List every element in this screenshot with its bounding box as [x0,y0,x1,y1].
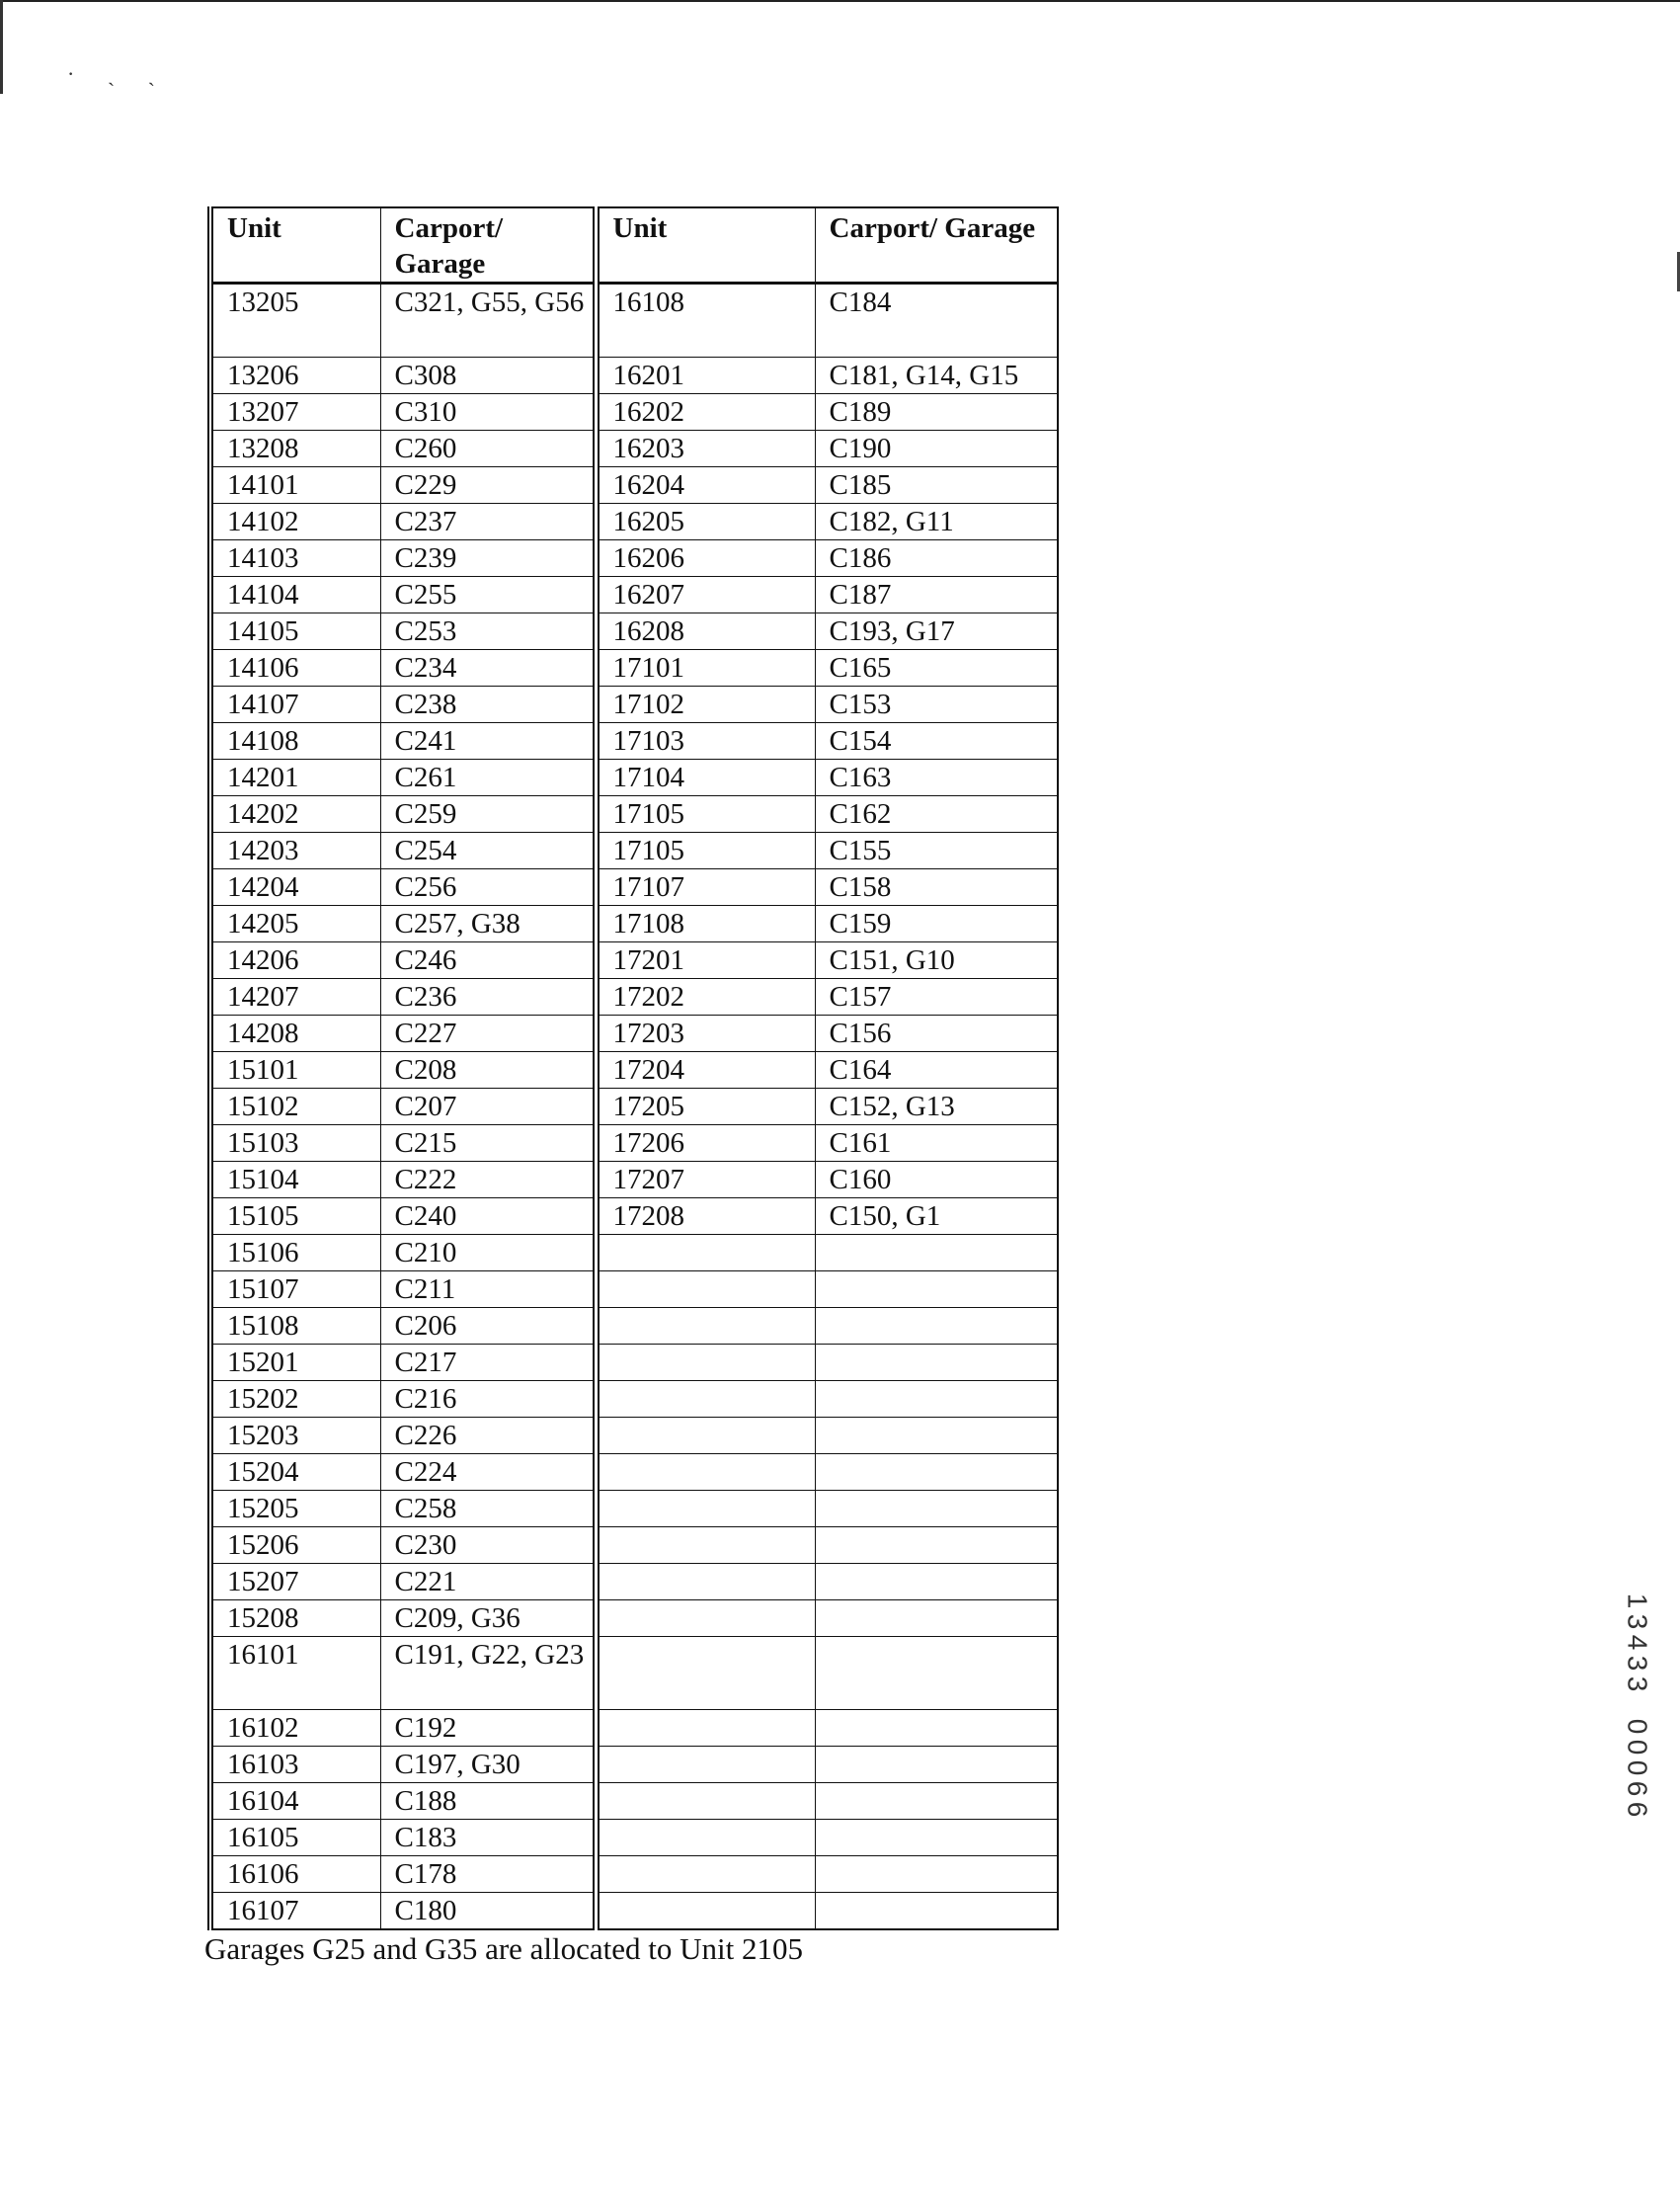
table-row [210,1235,1058,1271]
stamp-digit: 1 [1622,1593,1653,1609]
carport-garage-cell: C310 [380,394,596,431]
stamp-digit: 0 [1622,1718,1653,1735]
carport-garage-cell: C261 [380,760,596,796]
unit-cell: 15204 [210,1454,380,1491]
unit-cell: 17108 [596,906,815,942]
unit-cell: 16202 [596,394,815,431]
table-row [210,1856,1058,1893]
unit-cell [596,1564,815,1600]
unit-cell: 14205 [210,906,380,942]
table-row [210,613,1058,650]
carport-garage-cell: C152, G13 [815,1089,1058,1125]
carport-garage-cell [815,1783,1058,1820]
unit-cell [596,1783,815,1820]
unit-cell: 17208 [596,1198,815,1235]
carport-garage-cell [815,1527,1058,1564]
carport-garage-cell: C164 [815,1052,1058,1089]
stamp-digit: 3 [1622,1655,1653,1672]
table-row [210,942,1058,979]
carport-garage-cell: C209, G36 [380,1600,596,1637]
carport-garage-cell: C239 [380,540,596,577]
unit-cell: 16105 [210,1820,380,1856]
carport-garage-cell: C162 [815,796,1058,833]
unit-cell: 14106 [210,650,380,687]
table-row [210,1710,1058,1747]
carport-garage-cell: C260 [380,431,596,467]
carport-garage-cell [815,1491,1058,1527]
carport-garage-cell [815,1418,1058,1454]
unit-cell: 16206 [596,540,815,577]
unit-cell: 15104 [210,1162,380,1198]
table-row [210,358,1058,394]
unit-cell: 16208 [596,613,815,650]
carport-garage-cell [815,1564,1058,1600]
unit-cell: 14206 [210,942,380,979]
unit-cell: 14105 [210,613,380,650]
carport-garage-cell: C180 [380,1893,596,1930]
table-row [210,906,1058,942]
carport-garage-cell: C165 [815,650,1058,687]
carport-garage-cell: C230 [380,1527,596,1564]
unit-cell [596,1381,815,1418]
header-unit-left: Unit [210,207,380,284]
unit-cell: 17102 [596,687,815,723]
unit-cell [596,1235,815,1271]
unit-cell: 16107 [210,1893,380,1930]
carport-garage-cell: C187 [815,577,1058,613]
carport-garage-cell: C258 [380,1491,596,1527]
carport-garage-cell: C154 [815,723,1058,760]
carport-garage-cell: C229 [380,467,596,504]
carport-garage-cell: C190 [815,431,1058,467]
carport-garage-cell [815,1308,1058,1345]
unit-cell: 15101 [210,1052,380,1089]
unit-cell [596,1418,815,1454]
unit-cell: 17105 [596,833,815,869]
carport-garage-cell: C234 [380,650,596,687]
table-row [210,1125,1058,1162]
unit-cell: 14103 [210,540,380,577]
stamp-digit: 4 [1622,1634,1653,1651]
unit-cell: 17205 [596,1089,815,1125]
carport-garage-cell [815,1820,1058,1856]
unit-cell: 17107 [596,869,815,906]
unit-cell: 16204 [596,467,815,504]
scan-top-border [0,0,1680,2]
table-row [210,284,1058,358]
table-row [210,394,1058,431]
header-carport-garage-left: Carport/ Garage [380,207,596,284]
carport-garage-cell: C192 [380,1710,596,1747]
carport-garage-cell: C189 [815,394,1058,431]
table-row [210,540,1058,577]
carport-garage-cell: C216 [380,1381,596,1418]
carport-garage-cell: C259 [380,796,596,833]
carport-garage-cell: C257, G38 [380,906,596,942]
unit-cell: 13206 [210,358,380,394]
unit-cell: 14201 [210,760,380,796]
table-row [210,1345,1058,1381]
carport-garage-cell: C236 [380,979,596,1016]
table-row [210,760,1058,796]
table-row [210,1016,1058,1052]
carport-garage-cell: C238 [380,687,596,723]
unit-cell: 15207 [210,1564,380,1600]
unit-cell: 14108 [210,723,380,760]
carport-garage-cell [815,1271,1058,1308]
carport-garage-cell: C206 [380,1308,596,1345]
carport-garage-cell [815,1600,1058,1637]
unit-cell [596,1345,815,1381]
carport-garage-cell: C185 [815,467,1058,504]
table-row [210,1454,1058,1491]
carport-garage-cell: C211 [380,1271,596,1308]
allocation-footnote: Garages G25 and G35 are allocated to Unit 2105 [204,1931,804,1966]
table-row [210,577,1058,613]
unit-cell: 15202 [210,1381,380,1418]
table-row [210,1271,1058,1308]
carport-garage-cell: C178 [380,1856,596,1893]
unit-cell: 14203 [210,833,380,869]
carport-garage-cell [815,1710,1058,1747]
unit-cell [596,1893,815,1930]
carport-garage-cell: C207 [380,1089,596,1125]
unit-cell: 14104 [210,577,380,613]
unit-cell: 13208 [210,431,380,467]
carport-garage-cell [815,1747,1058,1783]
carport-garage-cell: C188 [380,1783,596,1820]
unit-cell: 16101 [210,1637,380,1710]
stamp-digit: 3 [1622,1675,1653,1692]
unit-cell [596,1820,815,1856]
carport-garage-cell: C186 [815,540,1058,577]
unit-cell: 17202 [596,979,815,1016]
scan-left-mark [0,0,3,94]
carport-garage-cell: C183 [380,1820,596,1856]
unit-cell [596,1637,815,1710]
carport-garage-cell: C217 [380,1345,596,1381]
unit-cell: 13207 [210,394,380,431]
unit-cell: 15205 [210,1491,380,1527]
unit-cell [596,1747,815,1783]
unit-cell: 15208 [210,1600,380,1637]
carport-garage-cell: C193, G17 [815,613,1058,650]
unit-cell: 16104 [210,1783,380,1820]
unit-cell: 15206 [210,1527,380,1564]
unit-cell: 14101 [210,467,380,504]
table-row [210,1089,1058,1125]
unit-cell: 15105 [210,1198,380,1235]
unit-cell: 17103 [596,723,815,760]
table-row [210,1527,1058,1564]
carport-garage-cell [815,1235,1058,1271]
unit-cell: 17206 [596,1125,815,1162]
carport-garage-cell: C155 [815,833,1058,869]
unit-cell [596,1600,815,1637]
carport-garage-cell: C253 [380,613,596,650]
carport-garage-cell: C256 [380,869,596,906]
table-row [210,504,1058,540]
carport-garage-cell: C163 [815,760,1058,796]
carport-garage-cell: C157 [815,979,1058,1016]
carport-garage-cell: C221 [380,1564,596,1600]
table-row [210,431,1058,467]
carport-garage-cell: C224 [380,1454,596,1491]
table-row [210,1893,1058,1930]
unit-cell [596,1454,815,1491]
carport-garage-cell: C182, G11 [815,504,1058,540]
carport-garage-cell: C246 [380,942,596,979]
table-row [210,1052,1058,1089]
unit-cell: 16207 [596,577,815,613]
table-row [210,1491,1058,1527]
header-carport-garage-right: Carport/ Garage [815,207,1058,284]
stamp-digit: 6 [1622,1801,1653,1818]
unit-cell: 15108 [210,1308,380,1345]
unit-cell: 14102 [210,504,380,540]
unit-cell: 17204 [596,1052,815,1089]
carport-garage-cell: C321, G55, G56 [380,284,596,358]
carport-garage-cell: C255 [380,577,596,613]
unit-cell: 15102 [210,1089,380,1125]
unit-cell [596,1308,815,1345]
carport-garage-cell: C237 [380,504,596,540]
table-row [210,1600,1058,1637]
table-row [210,1418,1058,1454]
unit-cell: 16108 [596,284,815,358]
header-unit-right: Unit [596,207,815,284]
carport-garage-cell: C254 [380,833,596,869]
unit-cell [596,1710,815,1747]
table-row [210,1308,1058,1345]
table-row [210,1564,1058,1600]
unit-cell: 16106 [210,1856,380,1893]
carport-garage-cell [815,1381,1058,1418]
table-row [210,1637,1058,1710]
stamp-digit: 6 [1622,1780,1653,1797]
unit-cell: 15103 [210,1125,380,1162]
carport-garage-cell [815,1856,1058,1893]
carport-garage-cell: C197, G30 [380,1747,596,1783]
table-body [210,284,1058,1930]
carport-garage-cell [815,1345,1058,1381]
unit-cell: 16203 [596,431,815,467]
stamp-digit: 3 [1622,1613,1653,1630]
table-row [210,1381,1058,1418]
table-row [210,650,1058,687]
carport-garage-cell: C150, G1 [815,1198,1058,1235]
unit-cell [596,1491,815,1527]
unit-cell: 14204 [210,869,380,906]
table-header-row [210,207,1058,284]
stamp-digit: 0 [1622,1759,1653,1776]
carport-garage-cell: C151, G10 [815,942,1058,979]
table-row [210,1198,1058,1235]
unit-cell: 15201 [210,1345,380,1381]
unit-cell: 16201 [596,358,815,394]
table-row [210,1162,1058,1198]
unit-cell: 17207 [596,1162,815,1198]
carport-garage-cell: C191, G22, G23 [380,1637,596,1710]
table-row [210,687,1058,723]
carport-garage-cell: C226 [380,1418,596,1454]
carport-garage-cell: C210 [380,1235,596,1271]
carport-garage-cell: C308 [380,358,596,394]
unit-cell: 16103 [210,1747,380,1783]
carport-garage-cell: C227 [380,1016,596,1052]
unit-cell: 17105 [596,796,815,833]
unit-cell: 16102 [210,1710,380,1747]
unit-cell: 16205 [596,504,815,540]
unit-cell: 14207 [210,979,380,1016]
stamp-digit: 0 [1622,1739,1653,1756]
unit-cell: 14208 [210,1016,380,1052]
carport-garage-cell: C241 [380,723,596,760]
table-row [210,723,1058,760]
table-row [210,796,1058,833]
table-row [210,833,1058,869]
carport-garage-cell: C208 [380,1052,596,1089]
table-row [210,869,1058,906]
unit-cell: 17203 [596,1016,815,1052]
unit-cell [596,1856,815,1893]
carport-garage-cell: C215 [380,1125,596,1162]
table-row [210,1783,1058,1820]
table-row [210,1747,1058,1783]
table-row [210,1820,1058,1856]
carport-garage-cell: C222 [380,1162,596,1198]
carport-garage-cell: C161 [815,1125,1058,1162]
table-row [210,979,1058,1016]
carport-garage-cell: C158 [815,869,1058,906]
carport-garage-cell: C184 [815,284,1058,358]
unit-cell [596,1527,815,1564]
unit-cell: 15106 [210,1235,380,1271]
carport-garage-cell [815,1637,1058,1710]
unit-cell: 17101 [596,650,815,687]
carport-garage-cell: C160 [815,1162,1058,1198]
carport-garage-cell: C156 [815,1016,1058,1052]
bates-stamp-vertical [1620,1591,1655,1820]
unit-cell: 17104 [596,760,815,796]
carport-garage-cell: C153 [815,687,1058,723]
unit-cell: 17201 [596,942,815,979]
unit-cell: 15203 [210,1418,380,1454]
unit-cell: 13205 [210,284,380,358]
carport-garage-cell: C181, G14, G15 [815,358,1058,394]
unit-cell [596,1271,815,1308]
unit-carport-garage-table [207,206,1059,1930]
unit-cell: 15107 [210,1271,380,1308]
carport-garage-cell: C240 [380,1198,596,1235]
unit-cell: 14202 [210,796,380,833]
carport-garage-cell [815,1893,1058,1930]
carport-garage-cell [815,1454,1058,1491]
unit-cell: 14107 [210,687,380,723]
table-row [210,467,1058,504]
scan-speck-marks: · ˏ ˏ [67,61,169,86]
carport-garage-cell: C159 [815,906,1058,942]
